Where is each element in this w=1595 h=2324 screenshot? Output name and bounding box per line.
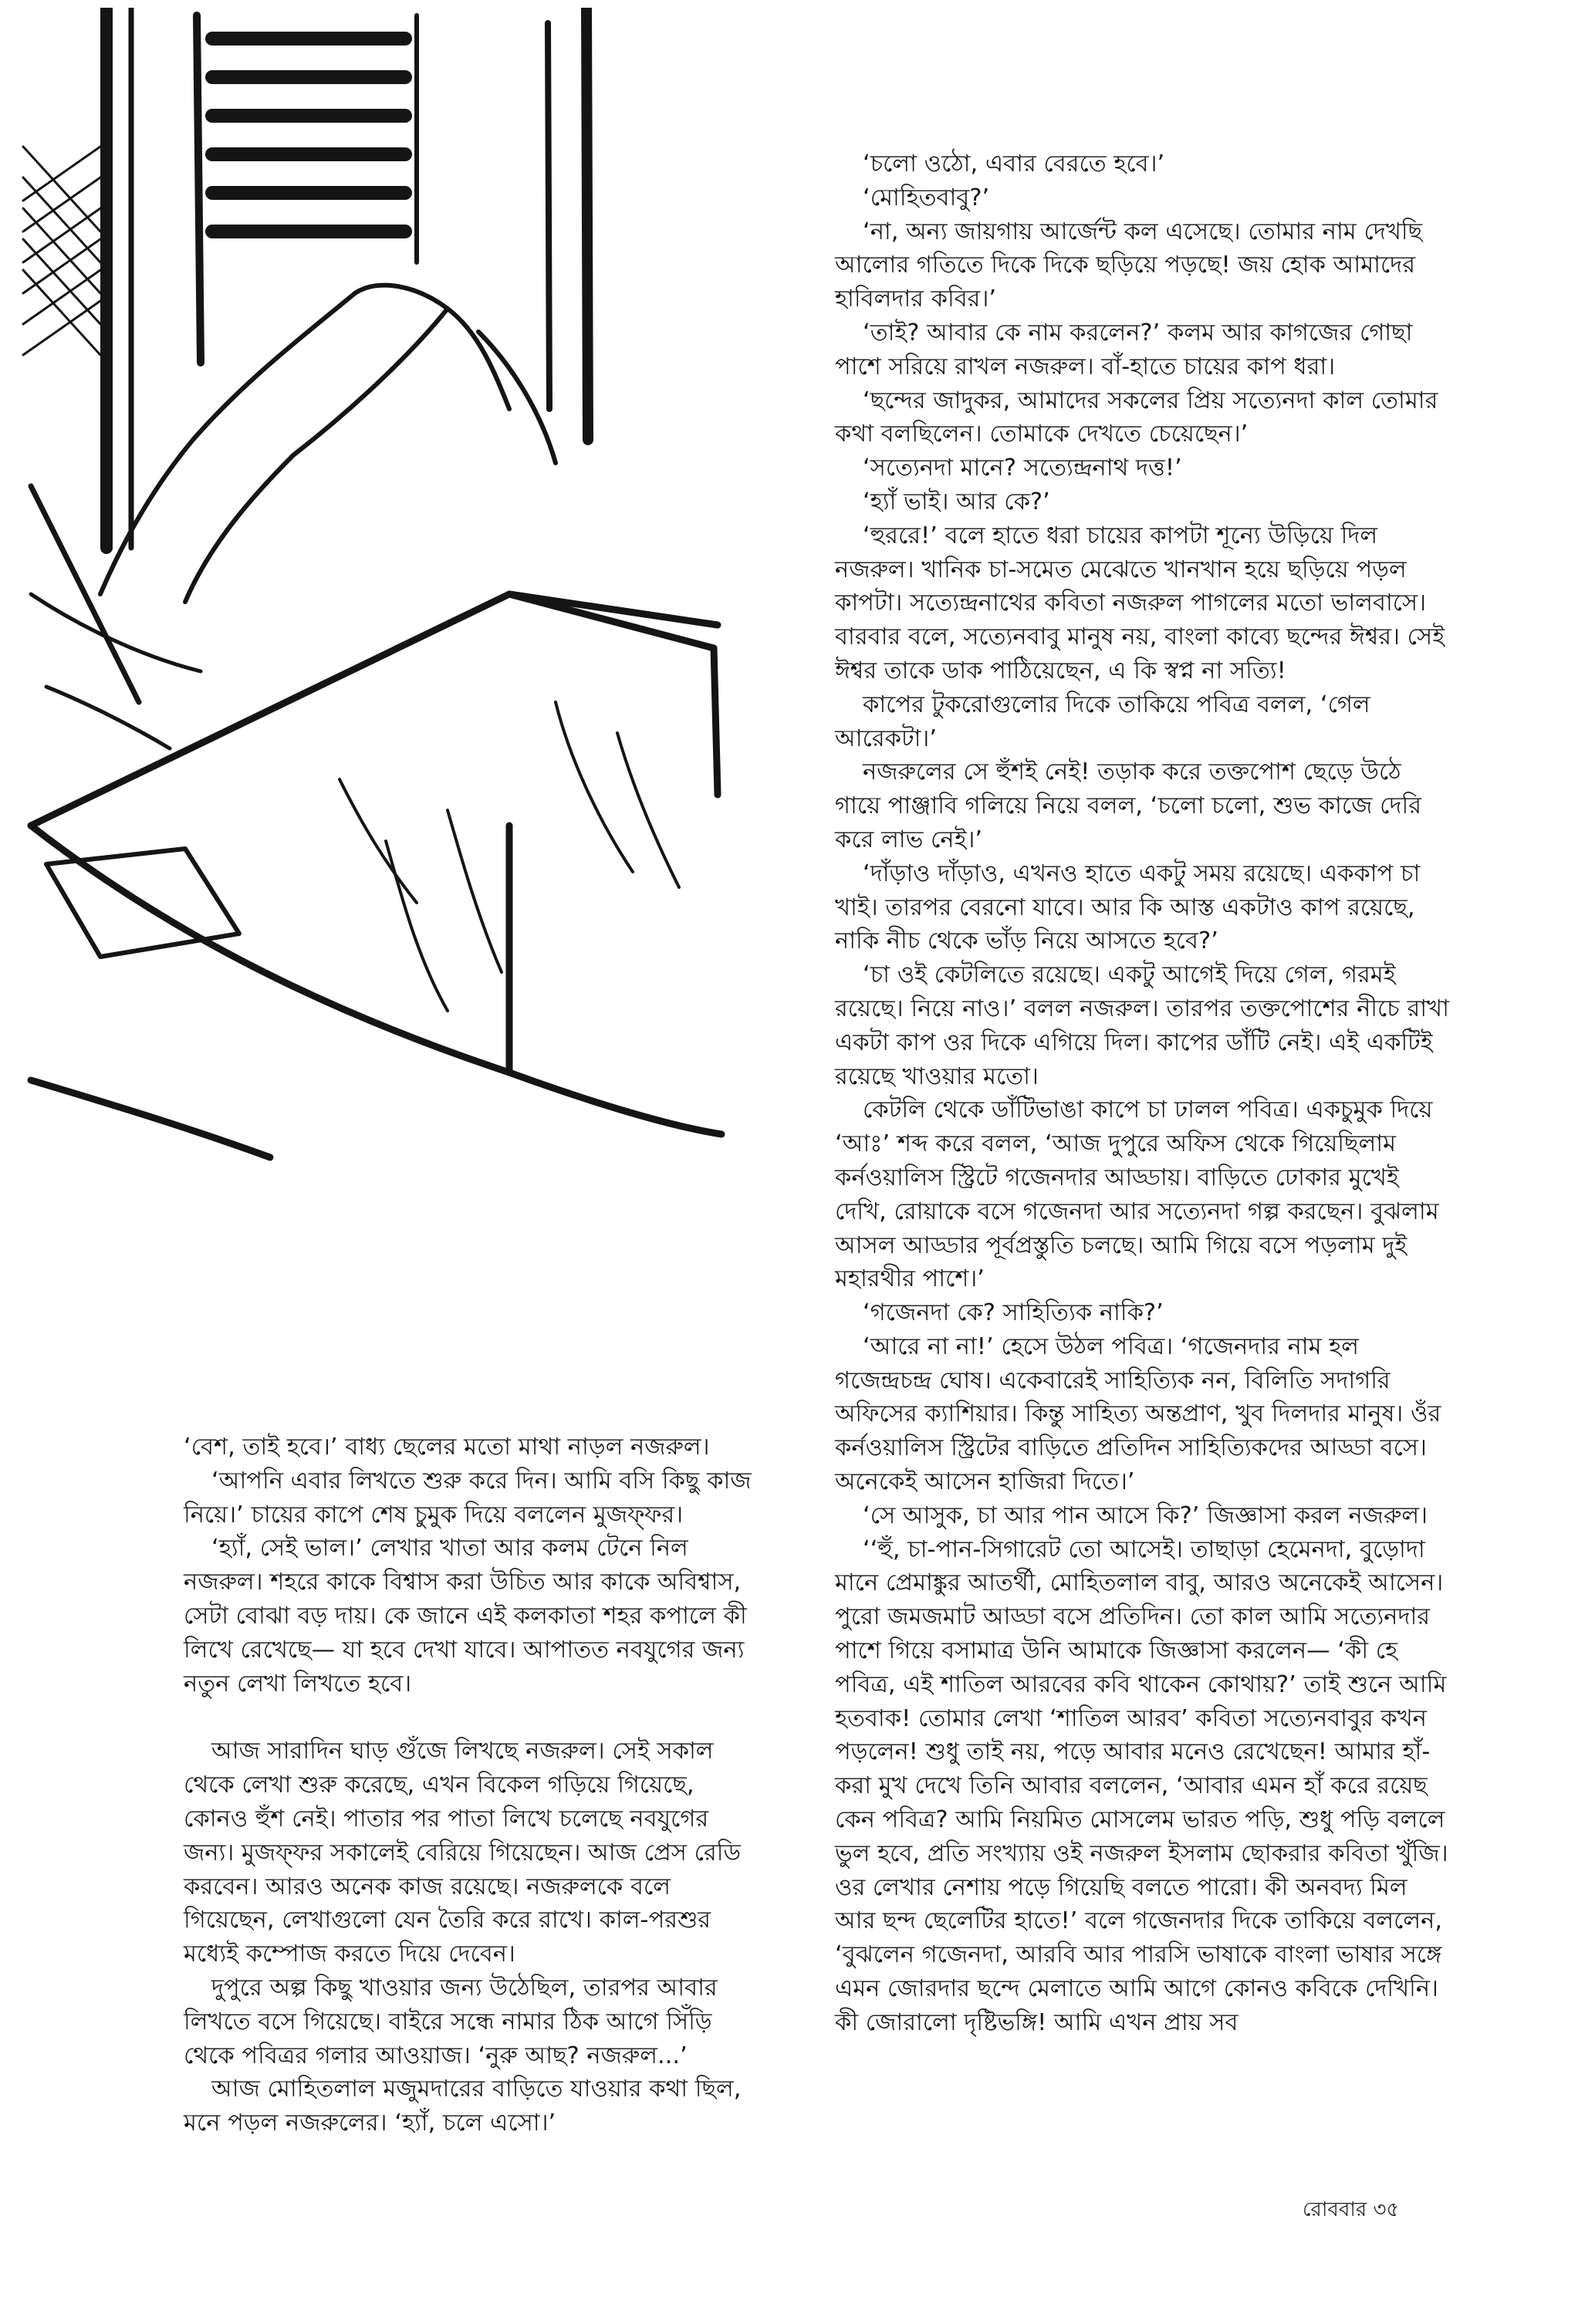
right-text-column — [835, 147, 1452, 2040]
paragraph: ‘সত্যেনদা মানে? সত্যেন্দ্রনাথ দত্ত!’ — [863, 454, 1182, 482]
leg-sketch — [100, 285, 556, 602]
paragraph: ‘হ্যাঁ ভাই। আর কে?’ — [863, 488, 1050, 515]
paragraph: ‘হ্যাঁ, সেই ভাল।’ লেখার খাতা আর কলম টেনে নিল নজরুল। শহরে কাকে বিশ্বাস করা উচিত আর কাকে অবিশ্বাস, সেটা বোঝা বড় দায়। কে জানে এই কলকাতা শহর কপালে কী লিখে রেখেছে— যা হবে দেখা যাবে। আপাতত নবযুগের জন্য নতুন লেখা লিখতে হবে। — [184, 1535, 747, 1697]
paragraph: ‘আপনি এবার লিখতে শুরু করে দিন। আমি বসি কিছু কাজ নিয়ে।’ চায়ের কাপে শেষ চুমুক দিয়ে বললেন মুজফ্ফর। — [184, 1467, 752, 1529]
bed-sketch — [31, 594, 721, 1157]
paragraph: ‘গজেনদা কে? সাহিত্যিক নাকি?’ — [863, 1299, 1164, 1327]
page-footer: রোববার ৩৫ — [1303, 2198, 1400, 2221]
sketch-illustration — [15, 8, 725, 1161]
paragraph: ‘না, অন্য জায়গায় আর্জেন্ট কল এসেছে। তোমার নাম দেখছি আলোর গতিতে দিকে দিকে ছড়িয়ে পড়ছে! জয় হোক আমাদের হাবিলদার কবির।’ — [835, 218, 1423, 313]
paragraph: ‘দাঁড়াও দাঁড়াও, এখনও হাতে একটু সময় রয়েছে। এককাপ চা খাই। তারপর বেরনো যাবে। আর কি আস্ত একটাও কাপ রয়েছে, নাকি নীচ থেকে ভাঁড় নিয়ে আসতে হবে?’ — [835, 860, 1421, 955]
paragraph: দুপুরে অল্প কিছু খাওয়ার জন্য উঠেছিল, তারপর আবার লিখতে বসে গিয়েছে। বাইরে সন্ধে নামার ঠিক আগে সিঁড়ি থেকে পবিত্রর গলার আওয়াজ। ‘নুরু আছ? নজরুল...’ — [184, 1974, 718, 2069]
sketch-icon — [23, 8, 721, 1157]
paragraph: ‘মোহিতবাবু?’ — [863, 184, 990, 211]
paragraph: কাপের টুকরোগুলোর দিকে তাকিয়ে পবিত্র বলল, ‘গেল আরেকটা।’ — [835, 691, 1370, 752]
paragraph: ‘বেশ, তাই হবে।’ বাধ্য ছেলের মতো মাথা নাড়ল নজরুল। — [184, 1434, 710, 1461]
paragraph: ‘তাই? আবার কে নাম করলেন?’ কলম আর কাগজের গোছা পাশে সরিয়ে রাখল নজরুল। বাঁ-হাতে চায়ের কাপ ধরা। — [835, 319, 1413, 380]
window-bars — [212, 39, 405, 231]
paragraph: ‘চলো ওঠো, এবার বেরতে হবে।’ — [863, 150, 1165, 177]
paragraph: ‘আরে না না!’ হেসে উঠল পবিত্র। ‘গজেনদার নাম হল গজেন্দ্রচন্দ্র ঘোষ। একেবারেই সাহিত্যিক নন, বিলিতি সদাগরি অফিসের ক্যাশিয়ার। কিন্তু সাহিত্য অন্তপ্রাণ, খুব দিলদার মানুষ। ওঁর কর্নওয়ালিস স্ট্রিটের বাড়িতে প্রতিদিন সাহিত্যিকদের আড্ডা বসে। অনেকেই আসেন হাজিরা দিতে।’ — [835, 1333, 1441, 1496]
paragraph: নজরুলের সে হুঁশই নেই! তড়াক করে তক্তপোশ ছেড়ে উঠে গায়ে পাঞ্জাবি গলিয়ে নিয়ে বলল, ‘চলো চলো, শুভ কাজে দেরি করে লাভ নেই।’ — [835, 758, 1421, 853]
paragraph: ‘ছন্দের জাদুকর, আমাদের সকলের প্রিয় সত্যেনদা কাল তোমার কথা বলছিলেন। তোমাকে দেখতে চেয়েছেন।’ — [835, 387, 1438, 448]
paragraph: ‘‘হুঁ, চা-পান-সিগারেট তো আসেই। তাছাড়া হেমেনদা, বুড়োদা মানে প্রেমাঙ্কুর আতর্থী, মোহিতলাল বাবু, আরও অনেকেই আসেন। পুরো জমজমাট আড্ডা বসে প্রতিদিন। তো কাল আমি সত্যেনদার পাশে গিয়ে বসামাত্র উনি আমাকে জিজ্ঞাসা করলেন— ‘কী হে পবিত্র, এই শাতিল আরবের কবি থাকেন কোথায়?’ তাই শুনে আমি হতবাক! তোমার লেখা ‘শাতিল আরব’ কবিতা সত্যেনবাবুর কখন পড়লেন! শুধু তাই নয়, পড়ে আবার মনেও রেখেছেন! আমার হাঁ-করা মুখ দেখে তিনি আবার বললেন, ‘আবার এমন হাঁ করে রয়েছ কেন পবিত্র? আমি নিয়মিত মোসলেম ভারত পড়ি, শুধু পড়ি বললে ভুল হবে, প্রতি সংখ্যায় ওই নজরুল ইসলাম ছোকরার কবিতা খুঁজি। ওর লেখার নেশায় পড়ে গিয়েছি বলতে পারো। কী অনবদ্য মিল আর ছন্দ ছেলেটির হাতে!’ বলে গজেনদার দিকে তাকিয়ে বললেন, ‘বুঝলেন গজেনদা, আরবি আর পারসি ভাষাকে বাংলা ভাষার সঙ্গে এমন জোরদার ছন্দে মেলাতে আমি আগে কোনও কবিকে দেখিনি। কী জোরালো দৃষ্টিভঙ্গি! আমি এখন প্রায় সব — [835, 1535, 1448, 2036]
paragraph: আজ সারাদিন ঘাড় গুঁজে লিখছে নজরুল। সেই সকাল থেকে লেখা শুরু করেছে, এখন বিকেল গড়িয়ে গিয়েছে, কোনও হুঁশ নেই। পাতার পর পাতা লিখে চলেছে নবযুগের জন্য। মুজফ্ফর সকালেই বেরিয়ে গিয়েছেন। আজ প্রেস রেডি করবেন। আরও অনেক কাজ রয়েছে। নজরুলকে বলে গিয়েছেন, লেখাগুলো যেন তৈরি করে রাখে। কাল-পরশুর মধ্যেই কম্পোজ করতে দিয়ে দেবেন। — [184, 1738, 741, 1968]
left-text-column — [184, 1431, 759, 2140]
paragraph: ‘হুররে!’ বলে হাতে ধরা চায়ের কাপটা শূন্যে উড়িয়ে দিল নজরুল। খানিক চা-সমেত মেঝেতে খানখান হয়ে ছড়িয়ে পড়ল কাপটা। সত্যেন্দ্রনাথের কবিতা নজরুল পাগলের মতো ভালবাসে। বারবার বলে, সত্যেনবাবু মানুষ নয়, বাংলা কাব্যে ছন্দের ঈশ্বর। সেই ঈশ্বর তাকে ডাক পাঠিয়েছেন, এ কি স্বপ্ন না সত্যি! — [835, 522, 1445, 684]
paragraph: ‘চা ওই কেটলিতে রয়েছে। একটু আগেই দিয়ে গেল, গরমই রয়েছে। নিয়ে নাও।’ বলল নজরুল। তারপর তক্তপোশের নীচে রাখা একটা কাপ ওর দিকে এগিয়ে দিল। কাপের ডাঁটি নেই। এই একটিই রয়েছে খাওয়ার মতো। — [835, 961, 1449, 1090]
paragraph: ‘সে আসুক, চা আর পান আসে কি?’ জিজ্ঞাসা করল নজরুল। — [863, 1501, 1428, 1529]
lattice — [23, 147, 100, 355]
paragraph: কেটলি থেকে ডাঁটিভাঙা কাপে চা ঢালল পবিত্র। একচুমুক দিয়ে ‘আঃ’ শব্দ করে বলল, ‘আজ দুপুরে অফিস থেকে গিয়েছিলাম কর্নওয়ালিস স্ট্রিটে গজেনদার আড্ডায়। বাড়িতে ঢোকার মুখেই দেখি, রোয়াকে বসে গজেনদা আর সত্যেনদা গল্প করছেন। বুঝলাম আসল আড্ডার পূর্বপ্রস্তুতি চলছে। আমি গিয়ে বসে পড়লাম দুই মহারথীর পাশে।’ — [835, 1096, 1439, 1293]
paragraph: আজ মোহিতলাল মজুমদারের বাড়িতে যাওয়ার কথা ছিল, মনে পড়ল নজরুলের। ‘হ্যাঁ, চলে এসো।’ — [184, 2076, 742, 2137]
